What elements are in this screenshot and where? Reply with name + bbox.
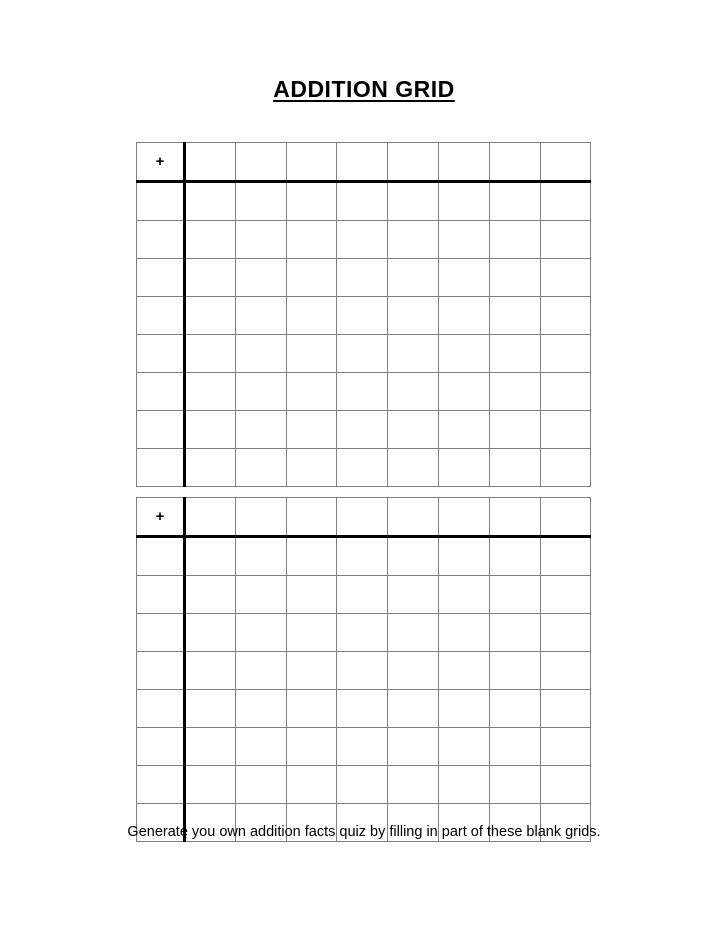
grid-cell[interactable] [438, 614, 489, 652]
row-header-cell[interactable] [137, 335, 185, 373]
table-row [137, 411, 591, 449]
grid-cell[interactable] [235, 411, 286, 449]
grid-cell[interactable] [185, 690, 236, 728]
table-row [137, 614, 591, 652]
row-header-cell[interactable] [137, 449, 185, 487]
grid-cell[interactable] [235, 652, 286, 690]
grid-cell[interactable] [337, 576, 388, 614]
grid-cell[interactable] [438, 221, 489, 259]
grid-cell[interactable] [337, 297, 388, 335]
grid-cell[interactable] [489, 728, 540, 766]
grid-cell[interactable] [235, 297, 286, 335]
grid-cell[interactable] [185, 259, 236, 297]
row-header-cell[interactable] [137, 297, 185, 335]
column-header-cell[interactable] [286, 143, 337, 182]
grid-cell[interactable] [489, 652, 540, 690]
grid-cell[interactable] [540, 766, 591, 804]
grid-cell[interactable] [286, 335, 337, 373]
row-header-cell[interactable] [137, 537, 185, 576]
grid-cell[interactable] [540, 411, 591, 449]
grid-cell[interactable] [235, 182, 286, 221]
grid-cell[interactable] [286, 766, 337, 804]
column-header-cell[interactable] [540, 143, 591, 182]
page-title-text: ADDITION GRID [273, 76, 455, 102]
column-header-cell[interactable] [438, 143, 489, 182]
grid-cell[interactable] [438, 652, 489, 690]
grid-cell[interactable] [286, 449, 337, 487]
grid-cell[interactable] [438, 182, 489, 221]
grid-cell[interactable] [286, 576, 337, 614]
table-row [137, 766, 591, 804]
grid-cell[interactable] [286, 182, 337, 221]
grid-cell[interactable] [286, 652, 337, 690]
grid-cell[interactable] [286, 690, 337, 728]
column-header-cell[interactable] [235, 498, 286, 537]
grid-cell[interactable] [286, 297, 337, 335]
grid-cell[interactable] [489, 537, 540, 576]
grid-cell[interactable] [388, 297, 439, 335]
grid-cell[interactable] [286, 411, 337, 449]
grid-cell[interactable] [489, 259, 540, 297]
row-header-cell[interactable] [137, 652, 185, 690]
row-header-cell[interactable] [137, 221, 185, 259]
table-row [137, 498, 591, 537]
grid-cell[interactable] [540, 652, 591, 690]
row-header-cell[interactable] [137, 766, 185, 804]
grid-cell[interactable] [337, 614, 388, 652]
grid-cell[interactable] [185, 728, 236, 766]
table-row [137, 221, 591, 259]
grid-cell[interactable] [337, 690, 388, 728]
grid-cell[interactable] [540, 449, 591, 487]
table-row [137, 449, 591, 487]
column-header-cell[interactable] [286, 498, 337, 537]
table-row [137, 297, 591, 335]
grid-cell[interactable] [489, 335, 540, 373]
grid-cell[interactable] [540, 221, 591, 259]
column-header-cell[interactable] [185, 498, 236, 537]
grid-cell[interactable] [286, 259, 337, 297]
grid-cell[interactable] [388, 537, 439, 576]
grid-cell[interactable] [286, 728, 337, 766]
column-header-cell[interactable] [388, 143, 439, 182]
grid-cell[interactable] [337, 335, 388, 373]
row-header-cell[interactable] [137, 576, 185, 614]
grid-cell[interactable] [438, 537, 489, 576]
grid-cell[interactable] [235, 576, 286, 614]
grid-cell[interactable] [388, 449, 439, 487]
row-header-cell[interactable] [137, 373, 185, 411]
grid-cell[interactable] [489, 449, 540, 487]
grid-cell[interactable] [235, 690, 286, 728]
grid-cell[interactable] [337, 449, 388, 487]
page-title [0, 76, 728, 103]
operator-corner-cell: + [137, 498, 185, 537]
grid-cell[interactable] [185, 411, 236, 449]
row-header-cell[interactable] [137, 728, 185, 766]
grid-cell[interactable] [438, 728, 489, 766]
row-header-cell[interactable] [137, 614, 185, 652]
grid-cell[interactable] [337, 182, 388, 221]
grid-cell[interactable] [185, 614, 236, 652]
grid-cell[interactable] [438, 576, 489, 614]
table-row [137, 182, 591, 221]
grid-cell[interactable] [540, 728, 591, 766]
column-header-cell[interactable] [540, 498, 591, 537]
grid-cell[interactable] [388, 728, 439, 766]
grid-cell[interactable] [337, 766, 388, 804]
grid-cell[interactable] [489, 297, 540, 335]
grid-cell[interactable] [388, 221, 439, 259]
table-row [137, 728, 591, 766]
row-header-cell[interactable] [137, 690, 185, 728]
column-header-cell[interactable] [337, 498, 388, 537]
grid-cell[interactable] [185, 766, 236, 804]
grid-cell[interactable] [337, 537, 388, 576]
addition-grid-top-table [136, 142, 591, 487]
column-header-cell[interactable] [235, 143, 286, 182]
grid-cell[interactable] [185, 449, 236, 487]
table-row [137, 259, 591, 297]
grid-cell[interactable] [388, 576, 439, 614]
table-row [137, 652, 591, 690]
table-row [137, 143, 591, 182]
grid-cell[interactable] [388, 182, 439, 221]
grid-cell[interactable] [235, 766, 286, 804]
addition-grid-top [136, 142, 591, 487]
grid-cell[interactable] [540, 537, 591, 576]
grid-cell[interactable] [235, 614, 286, 652]
column-header-cell[interactable] [388, 498, 439, 537]
grid-cell[interactable] [489, 690, 540, 728]
grid-cell[interactable] [438, 690, 489, 728]
table-row [137, 576, 591, 614]
grid-cell[interactable] [235, 335, 286, 373]
table-row [137, 690, 591, 728]
grid-cell[interactable] [235, 373, 286, 411]
addition-grid-bottom-table [136, 497, 591, 842]
grid-cell[interactable] [540, 182, 591, 221]
row-header-cell[interactable] [137, 411, 185, 449]
grid-cell[interactable] [489, 766, 540, 804]
grid-cell[interactable] [388, 411, 439, 449]
row-header-cell[interactable] [137, 182, 185, 221]
grid-cell[interactable] [235, 221, 286, 259]
grid-cell[interactable] [286, 373, 337, 411]
grid-cell[interactable] [185, 335, 236, 373]
operator-corner-cell: + [137, 143, 185, 182]
table-row [137, 373, 591, 411]
column-header-cell[interactable] [185, 143, 236, 182]
grid-cell[interactable] [540, 614, 591, 652]
grid-cell[interactable] [489, 221, 540, 259]
grid-cell[interactable] [540, 335, 591, 373]
grid-cell[interactable] [185, 221, 236, 259]
grid-cell[interactable] [337, 728, 388, 766]
grid-cell[interactable] [388, 259, 439, 297]
grid-cell[interactable] [489, 411, 540, 449]
grid-cell[interactable] [540, 297, 591, 335]
grid-cell[interactable] [438, 259, 489, 297]
grid-cell[interactable] [540, 576, 591, 614]
grid-cell[interactable] [388, 373, 439, 411]
grid-cell[interactable] [337, 652, 388, 690]
grid-cell[interactable] [185, 576, 236, 614]
grid-cell[interactable] [185, 373, 236, 411]
grid-cell[interactable] [388, 766, 439, 804]
grid-cell[interactable] [489, 576, 540, 614]
grid-cell[interactable] [185, 537, 236, 576]
column-header-cell[interactable] [438, 498, 489, 537]
grid-cell[interactable] [489, 182, 540, 221]
grid-cell[interactable] [540, 259, 591, 297]
worksheet-caption: Generate you own addition facts quiz by filling in part of these blank grids. [127, 824, 601, 840]
column-header-cell[interactable] [489, 498, 540, 537]
grid-cell[interactable] [286, 221, 337, 259]
grid-cell[interactable] [185, 297, 236, 335]
column-header-cell[interactable] [337, 143, 388, 182]
grid-cell[interactable] [286, 614, 337, 652]
grid-cell[interactable] [337, 411, 388, 449]
grid-cell[interactable] [438, 449, 489, 487]
grid-cell[interactable] [438, 297, 489, 335]
grid-cell[interactable] [337, 373, 388, 411]
grid-cell[interactable] [388, 614, 439, 652]
grid-cell[interactable] [540, 373, 591, 411]
grid-cell[interactable] [185, 652, 236, 690]
grid-cell[interactable] [438, 373, 489, 411]
table-row [137, 537, 591, 576]
grid-cell[interactable] [388, 690, 439, 728]
grid-cell[interactable] [388, 335, 439, 373]
grid-cell[interactable] [235, 728, 286, 766]
grid-cell[interactable] [489, 614, 540, 652]
table-row [137, 335, 591, 373]
row-header-cell[interactable] [137, 259, 185, 297]
grid-cell[interactable] [438, 411, 489, 449]
column-header-cell[interactable] [489, 143, 540, 182]
grid-cell[interactable] [489, 373, 540, 411]
grid-cell[interactable] [337, 259, 388, 297]
grid-cell[interactable] [235, 259, 286, 297]
grid-cell[interactable] [438, 766, 489, 804]
grid-cell[interactable] [185, 182, 236, 221]
grid-cell[interactable] [235, 449, 286, 487]
grid-cell[interactable] [540, 690, 591, 728]
grid-cell[interactable] [286, 537, 337, 576]
grid-cell[interactable] [235, 537, 286, 576]
grid-cell[interactable] [337, 221, 388, 259]
addition-grid-bottom [136, 497, 591, 842]
grid-cell[interactable] [438, 335, 489, 373]
grid-cell[interactable] [388, 652, 439, 690]
